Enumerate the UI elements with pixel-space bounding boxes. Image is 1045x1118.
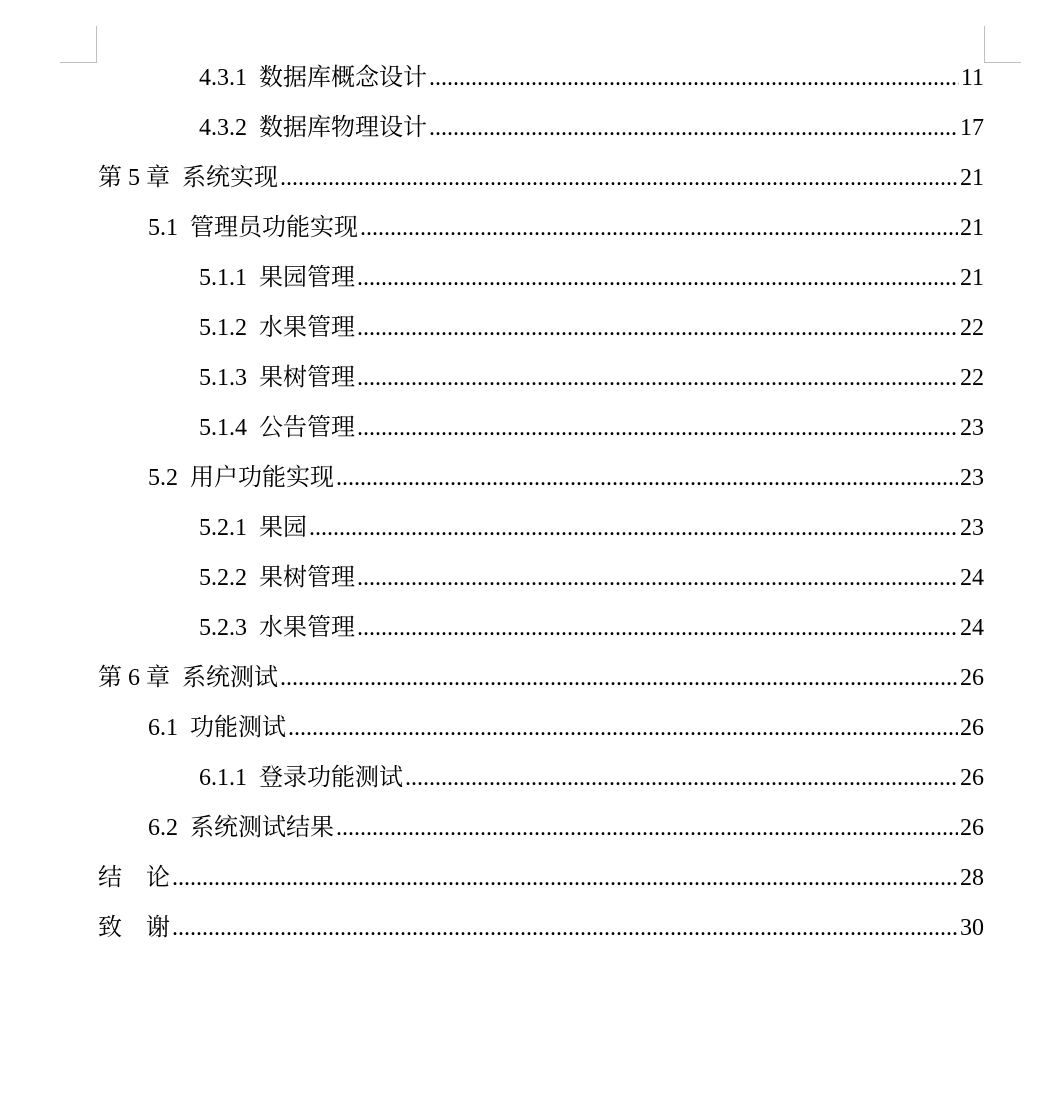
toc-entry-5-1-2[interactable] [199,303,984,353]
toc-entry-page: 22 [960,365,984,391]
toc-entry-page: 26 [960,815,984,841]
toc-entry-5-1-3[interactable] [199,353,984,403]
toc-entry-title: 系统测试 [182,665,278,691]
toc-entry-title: 水果管理 [259,615,355,641]
toc-entry-5-2[interactable] [148,453,984,503]
toc-leader-dots [172,853,958,903]
toc-entry-page: 26 [960,665,984,691]
toc-leader-dots [357,553,958,603]
toc-entry-number: 4.3.1 [199,65,247,91]
toc-entry-page: 26 [960,765,984,791]
toc-entry-5-1-4[interactable] [199,403,984,453]
toc-entry-page: 30 [960,915,984,941]
toc-entry-5-2-3[interactable] [199,603,984,653]
toc-entry-title: 管理员功能实现 [190,215,358,241]
toc-entry-number: 第 6 章 [98,665,170,691]
toc-entry-page: 26 [960,715,984,741]
toc-entry-number: 5.1.4 [199,415,247,441]
toc-entry-number: 5.2.3 [199,615,247,641]
toc-entry-6-1-1[interactable] [199,753,984,803]
toc-entry-page: 21 [960,215,984,241]
toc-entry-number: 5.2.1 [199,515,247,541]
toc-entry-title: 系统测试结果 [190,815,334,841]
toc-entry-number: 5.2 [148,465,178,491]
toc-entry-number: 致 [98,915,122,941]
toc-entry-5-1-1[interactable] [199,253,984,303]
toc-leader-dots [336,453,958,503]
toc-entry-page: 24 [960,615,984,641]
toc-entry-6-1[interactable] [148,703,984,753]
toc-entry-page: 22 [960,315,984,341]
toc-entry-title: 数据库物理设计 [259,115,427,141]
toc-entry-number: 4.3.2 [199,115,247,141]
toc-leader-dots [357,303,958,353]
toc-leader-dots [405,753,958,803]
toc-entry-title: 果园管理 [259,265,355,291]
toc-leader-dots [309,503,958,553]
toc-entry-number: 结 [98,865,122,891]
toc-leader-dots [357,603,958,653]
toc-entry-title: 用户功能实现 [190,465,334,491]
toc-leader-dots [357,253,958,303]
toc-leader-dots [172,903,958,953]
toc-entry-title: 论 [146,865,170,891]
toc-entry-4-3-2[interactable] [199,103,984,153]
toc-entry-title: 数据库概念设计 [259,65,427,91]
toc-entry-chapter-6[interactable] [98,653,984,703]
toc-leader-dots [429,53,959,103]
toc-leader-dots [288,703,958,753]
toc-entry-title: 登录功能测试 [259,765,403,791]
toc-entry-number: 6.1.1 [199,765,247,791]
toc-leader-dots [280,153,958,203]
page-corner-mark-top-left [60,26,97,63]
toc-leader-dots [360,203,958,253]
toc-entry-title: 果树管理 [259,565,355,591]
toc-entry-title: 公告管理 [259,415,355,441]
toc-entry-chapter-5[interactable] [98,153,984,203]
toc-entry-number: 6.2 [148,815,178,841]
toc-leader-dots [429,103,958,153]
toc-entry-title: 果园 [259,515,307,541]
toc-entry-conclusion[interactable] [98,853,984,903]
toc-entry-number: 6.1 [148,715,178,741]
toc-entry-number: 5.2.2 [199,565,247,591]
toc-entry-page: 11 [960,65,984,91]
toc-entry-title: 果树管理 [259,365,355,391]
toc-entry-title: 水果管理 [259,315,355,341]
toc-leader-dots [336,803,958,853]
toc-entry-title: 系统实现 [182,165,278,191]
toc-entry-number: 5.1 [148,215,178,241]
toc-entry-6-2[interactable] [148,803,984,853]
toc-entry-5-2-2[interactable] [199,553,984,603]
toc-entry-acknowledgements[interactable] [98,903,984,953]
toc-leader-dots [280,653,958,703]
toc-entry-number: 5.1.3 [199,365,247,391]
toc-entry-title: 功能测试 [190,715,286,741]
toc-leader-dots [357,353,958,403]
toc-entry-page: 23 [960,415,984,441]
toc-entry-page: 21 [960,165,984,191]
toc-entry-page: 21 [960,265,984,291]
toc-entry-number: 5.1.2 [199,315,247,341]
toc-entry-title: 谢 [146,915,170,941]
toc-entry-page: 23 [960,465,984,491]
toc-entry-5-2-1[interactable] [199,503,984,553]
toc-entry-number: 5.1.1 [199,265,247,291]
toc-entry-4-3-1[interactable] [199,53,984,103]
toc-entry-page: 23 [960,515,984,541]
toc-leader-dots [357,403,958,453]
toc-entry-5-1[interactable] [148,203,984,253]
toc-entry-page: 28 [960,865,984,891]
page-corner-mark-top-right [984,26,1021,63]
toc-entry-number: 第 5 章 [98,165,170,191]
toc-entry-page: 17 [960,115,984,141]
toc-entry-page: 24 [960,565,984,591]
